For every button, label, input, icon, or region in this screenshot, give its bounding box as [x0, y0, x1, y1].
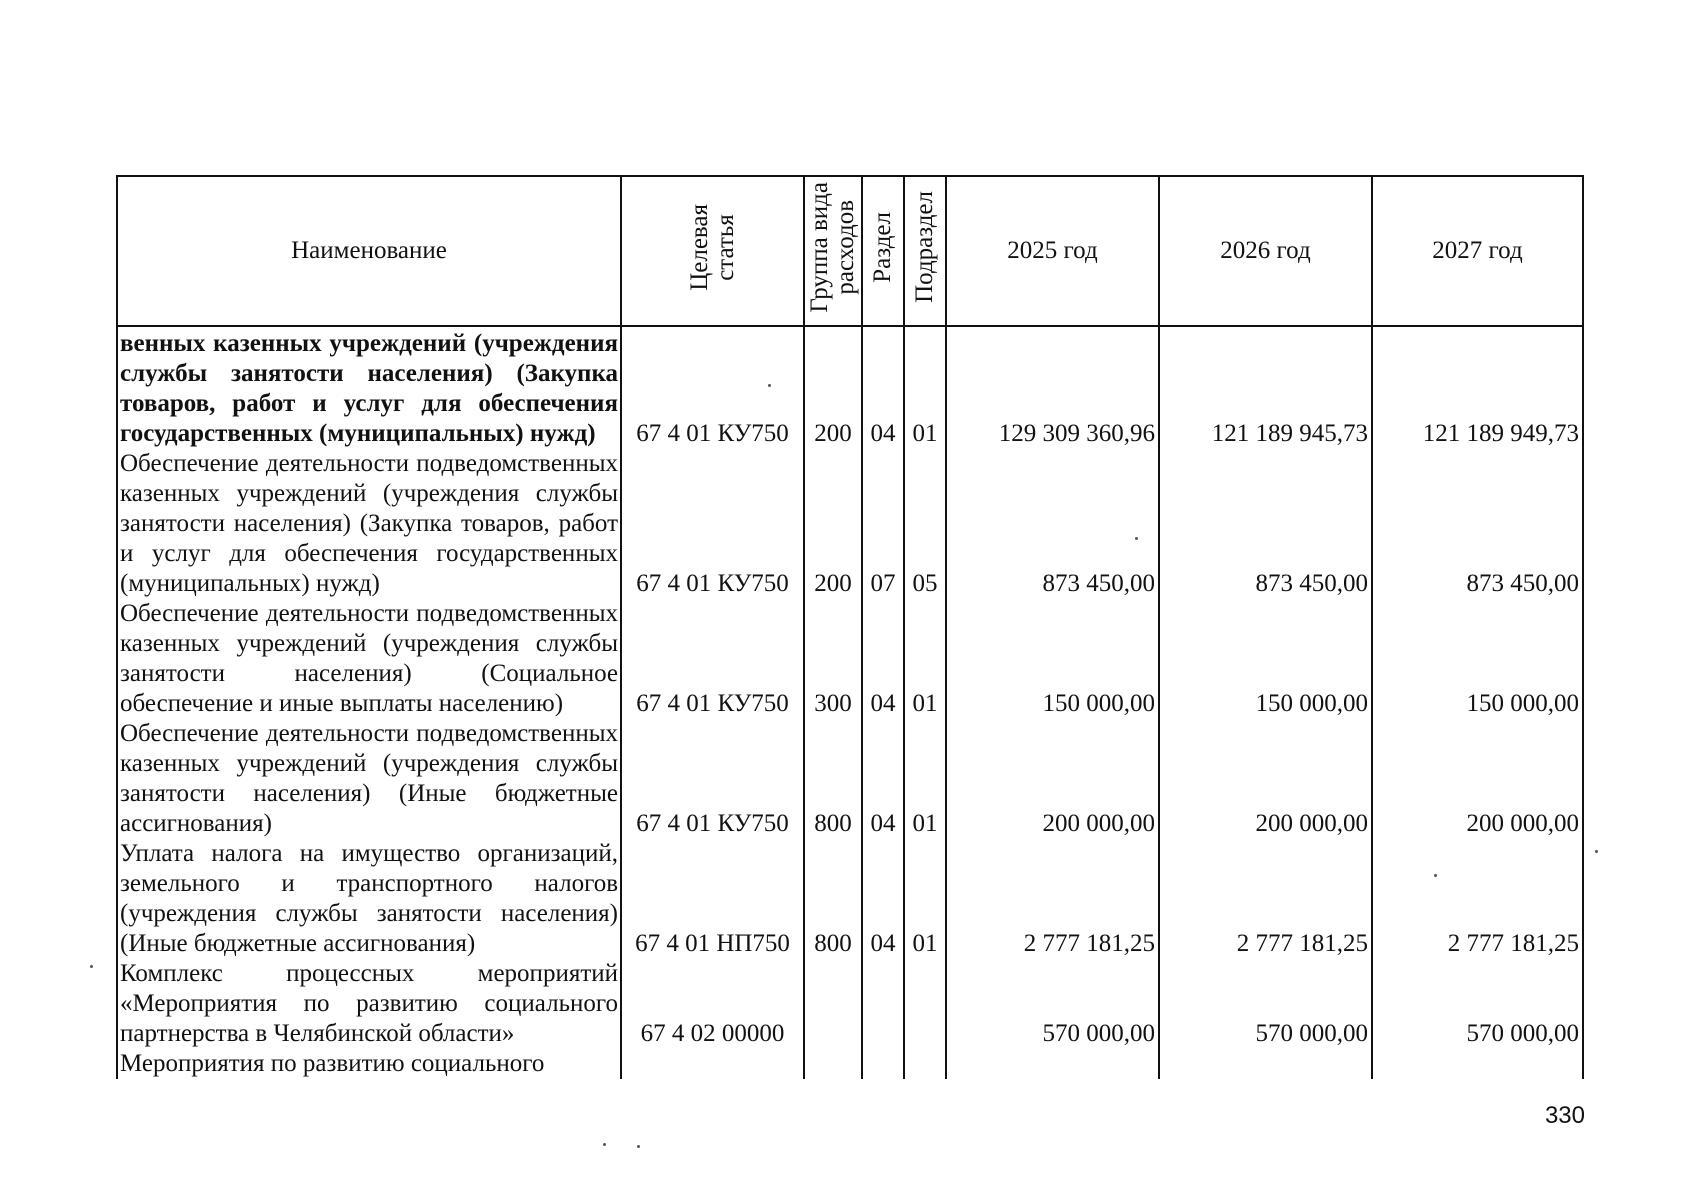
row-2026: 873 450,00: [1159, 449, 1372, 599]
row-name: Комплекс процессных мероприятий «Мероприятия по развитию социального партнерства в Челябинской области»: [117, 959, 621, 1049]
row-target-article: 67 4 02 00000: [621, 959, 804, 1049]
row-target-article: [621, 1049, 804, 1079]
scan-speck: [90, 965, 93, 968]
row-subsection: 01: [904, 599, 946, 719]
header-target-article: Целевая статья: [621, 176, 804, 326]
row-target-article: 67 4 01 КУ750: [621, 599, 804, 719]
scan-speck: [637, 1145, 640, 1148]
row-expense-group: 200: [804, 449, 862, 599]
row-target-article: 67 4 01 КУ750: [621, 719, 804, 839]
row-target-article: 67 4 01 КУ750: [621, 326, 804, 449]
row-section: 07: [862, 449, 904, 599]
row-2026: 200 000,00: [1159, 719, 1372, 839]
row-expense-group: [804, 1049, 862, 1079]
table-header: [117, 176, 1583, 326]
scan-speck: [1135, 537, 1138, 540]
row-section: 04: [862, 326, 904, 449]
row-2025: 129 309 360,96: [946, 326, 1159, 449]
row-subsection: 01: [904, 719, 946, 839]
row-section: 04: [862, 719, 904, 839]
table-row: [117, 1049, 1583, 1079]
row-name: Обеспечение деятельности подведомственных казенных учреждений (учреждения службы занятости населения) (Социальное обеспечение и иные выплаты населению): [117, 599, 621, 719]
budget-table: [116, 175, 1584, 1079]
row-2026: 570 000,00: [1159, 959, 1372, 1049]
row-expense-group: [804, 959, 862, 1049]
header-name: Наименование: [117, 176, 621, 326]
header-2027: 2027 год: [1372, 176, 1583, 326]
row-expense-group: 800: [804, 719, 862, 839]
row-name: венных казенных учреждений (учреждения службы занятости населения) (Закупка товаров, работ и услуг для обеспечения государственных (муниципальных) нужд): [117, 326, 621, 449]
row-name: Мероприятия по развитию социального: [117, 1049, 621, 1079]
table-row: [117, 326, 1583, 449]
row-expense-group: 200: [804, 326, 862, 449]
row-2025: 150 000,00: [946, 599, 1159, 719]
row-2025: 2 777 181,25: [946, 839, 1159, 959]
scan-speck: [1434, 874, 1437, 877]
row-section: 04: [862, 839, 904, 959]
row-expense-group: 300: [804, 599, 862, 719]
table-row: [117, 719, 1583, 839]
scan-speck: [1595, 850, 1598, 853]
row-2026: 2 777 181,25: [1159, 839, 1372, 959]
table-body: [117, 326, 1583, 1079]
row-2027: 121 189 949,73: [1372, 326, 1583, 449]
row-2026: 150 000,00: [1159, 599, 1372, 719]
row-name: Обеспечение деятельности подведомственных казенных учреждений (учреждения службы занятости населения) (Иные бюджетные ассигнования): [117, 719, 621, 839]
row-section: [862, 959, 904, 1049]
header-expense-group: Группа вида расходов: [804, 176, 862, 326]
row-2026: [1159, 1049, 1372, 1079]
table-row: [117, 839, 1583, 959]
row-subsection: 05: [904, 449, 946, 599]
page-number: 330: [1544, 1102, 1585, 1129]
header-2026: 2026 год: [1159, 176, 1372, 326]
header-2025: 2025 год: [946, 176, 1159, 326]
row-2025: 873 450,00: [946, 449, 1159, 599]
row-name: Обеспечение деятельности подведомственных казенных учреждений (учреждения службы занятости населения) (Закупка товаров, работ и услуг для обеспечения государственных (муниципальных) нужд): [117, 449, 621, 599]
row-2025: 200 000,00: [946, 719, 1159, 839]
row-2027: 570 000,00: [1372, 959, 1583, 1049]
row-subsection: [904, 959, 946, 1049]
row-2027: 2 777 181,25: [1372, 839, 1583, 959]
table-row: [117, 449, 1583, 599]
row-subsection: [904, 1049, 946, 1079]
table-row: [117, 599, 1583, 719]
scan-speck: [603, 1143, 606, 1146]
header-subsection: Подраздел: [904, 176, 946, 326]
row-expense-group: 800: [804, 839, 862, 959]
table-row: [117, 959, 1583, 1049]
row-section: [862, 1049, 904, 1079]
row-section: 04: [862, 599, 904, 719]
row-2027: 873 450,00: [1372, 449, 1583, 599]
row-2027: 200 000,00: [1372, 719, 1583, 839]
header-section: Раздел: [862, 176, 904, 326]
row-target-article: 67 4 01 КУ750: [621, 449, 804, 599]
scan-speck: [768, 384, 771, 387]
row-2026: 121 189 945,73: [1159, 326, 1372, 449]
row-subsection: 01: [904, 839, 946, 959]
row-2025: [946, 1049, 1159, 1079]
row-2025: 570 000,00: [946, 959, 1159, 1049]
row-2027: 150 000,00: [1372, 599, 1583, 719]
row-target-article: 67 4 01 НП750: [621, 839, 804, 959]
row-2027: [1372, 1049, 1583, 1079]
row-subsection: 01: [904, 326, 946, 449]
row-name: Уплата налога на имущество организаций, земельного и транспортного налогов (учреждения службы занятости населения) (Иные бюджетные ассигнования): [117, 839, 621, 959]
